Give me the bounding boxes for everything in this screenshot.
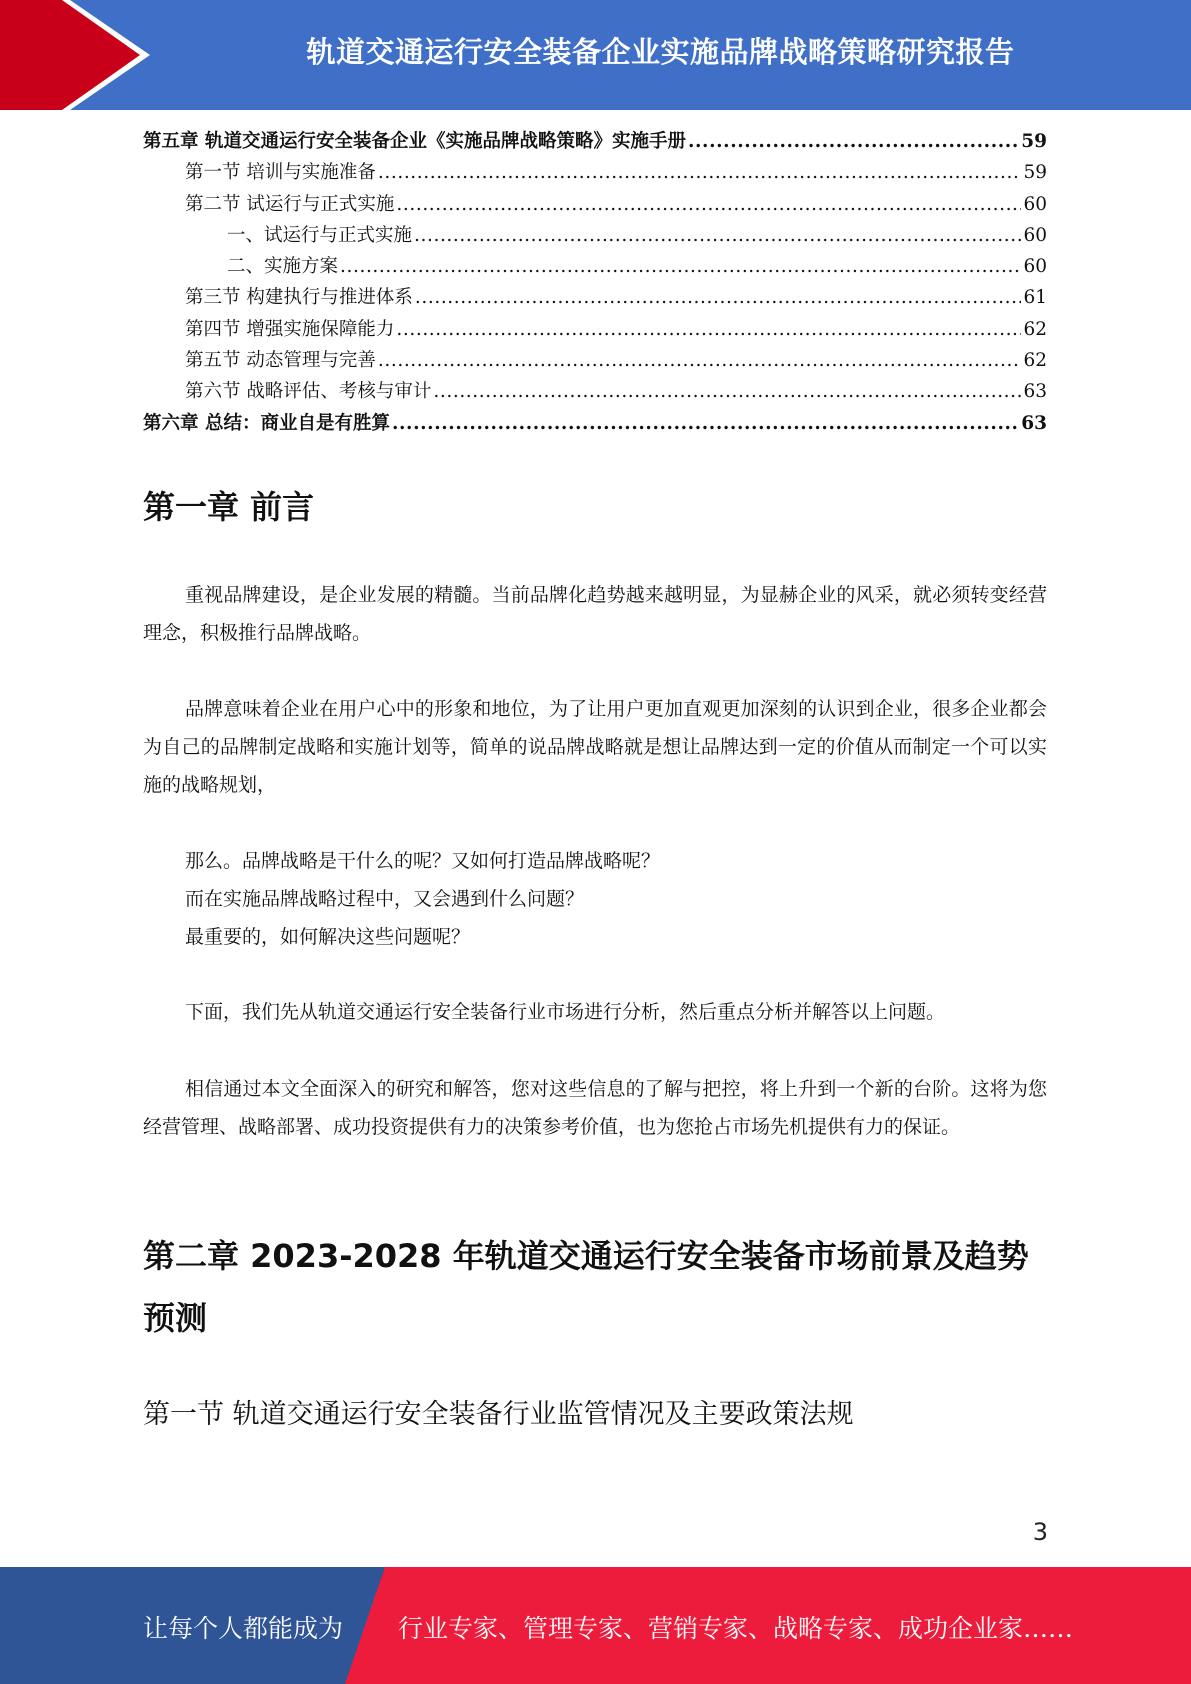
section-heading: 第一节 轨道交通运行安全装备行业监管情况及主要政策法规	[143, 1399, 854, 1430]
toc-leader-dots	[340, 256, 1021, 277]
toc-leader-dots	[378, 350, 1022, 371]
toc-entry[interactable]	[143, 190, 1047, 221]
chapter-heading: 第一章 前言	[143, 488, 315, 526]
body-paragraph: 下面，我们先从轨道交通运行安全装备行业市场进行分析，然后重点分析并解答以上问题。	[185, 1001, 946, 1023]
body-paragraph: 而在实施品牌战略过程中，又会遇到什么问题？	[185, 888, 585, 910]
toc-entry-page: 62	[1023, 350, 1047, 372]
toc-leader-dots	[415, 287, 1022, 308]
toc-entry[interactable]	[143, 315, 1047, 346]
toc-entry-label: 第五节 动态管理与完善	[185, 350, 376, 372]
toc-leader-dots	[378, 162, 1022, 183]
body-paragraph: 重视品牌建设，是企业发展的精髓。当前品牌化趋势越来越明显，为显赫企业的风采，就必须转变经营理念，积极推行品牌战略。	[143, 584, 1047, 644]
toc-entry-page: 63	[1023, 381, 1047, 403]
toc-entry-label: 第三节 构建执行与推进体系	[185, 287, 413, 309]
toc-entry-page: 60	[1023, 193, 1047, 215]
page-header	[0, 0, 1191, 110]
toc-entry-page: 63	[1021, 412, 1047, 434]
footer-slogan-left: 让每个人都能成为	[143, 1614, 344, 1643]
table-of-contents	[143, 127, 1047, 440]
toc-entry[interactable]	[143, 252, 1047, 283]
toc-entry-label: 一、试运行与正式实施	[227, 224, 413, 246]
toc-entry-label: 第一节 培训与实施准备	[185, 162, 376, 184]
toc-entry-page: 62	[1023, 318, 1047, 340]
toc-entry[interactable]	[143, 377, 1047, 408]
toc-entry-label: 第二节 试运行与正式实施	[185, 193, 395, 215]
toc-entry-page: 60	[1023, 224, 1047, 246]
chapter-heading: 第二章 2023-2028 年轨道交通运行安全装备市场前景及趋势预测	[143, 1237, 1029, 1337]
toc-entry-page: 59	[1023, 162, 1047, 184]
toc-entry[interactable]	[143, 221, 1047, 252]
toc-entry-page: 61	[1023, 287, 1047, 309]
toc-entry[interactable]	[143, 409, 1047, 440]
report-title: 轨道交通运行安全装备企业实施品牌战略策略研究报告	[306, 35, 1015, 69]
body-paragraph: 相信通过本文全面深入的研究和解答，您对这些信息的了解与把控，将上升到一个新的台阶。这将为您经营管理、战略部署、成功投资提供有力的决策参考价值，也为您抢占市场先机提供有力的保证。	[143, 1078, 1047, 1138]
body-paragraph: 品牌意味着企业在用户心中的形象和地位，为了让用户更加直观更加深刻的认识到企业，很多企业都会为自己的品牌制定战略和实施计划等，简单的说品牌战略就是想让品牌达到一定的价值从而制定一个可以实施的战略规划，	[143, 698, 1047, 796]
toc-entry-label: 第六章 总结：商业自是有胜算	[143, 412, 390, 434]
toc-entry[interactable]	[143, 127, 1047, 158]
footer-slogan-right: 行业专家、管理专家、营销专家、战略专家、成功企业家……	[398, 1614, 1074, 1643]
toc-leader-dots	[688, 131, 1019, 152]
toc-leader-dots	[433, 381, 1021, 402]
page-number: 3	[1032, 1518, 1048, 1546]
toc-entry-label: 二、实施方案	[227, 256, 339, 278]
toc-leader-dots	[414, 225, 1021, 246]
toc-entry-label: 第四节 增强实施保障能力	[185, 318, 395, 340]
toc-entry[interactable]	[143, 283, 1047, 314]
toc-entry[interactable]	[143, 158, 1047, 189]
toc-leader-dots	[396, 319, 1021, 340]
toc-entry-page: 59	[1021, 131, 1047, 152]
page-footer	[0, 1567, 1191, 1684]
toc-entry-page: 60	[1023, 256, 1047, 278]
toc-entry-label: 第六节 战略评估、考核与审计	[185, 381, 432, 403]
body-paragraph: 那么。品牌战略是干什么的呢？又如何打造品牌战略呢？	[185, 850, 661, 872]
body-paragraph: 最重要的，如何解决这些问题呢？	[185, 926, 471, 948]
toc-leader-dots	[396, 194, 1021, 215]
toc-entry-label: 第五章 轨道交通运行安全装备企业《实施品牌战略策略》实施手册	[143, 131, 686, 152]
toc-entry[interactable]	[143, 346, 1047, 377]
toc-leader-dots	[392, 413, 1019, 434]
